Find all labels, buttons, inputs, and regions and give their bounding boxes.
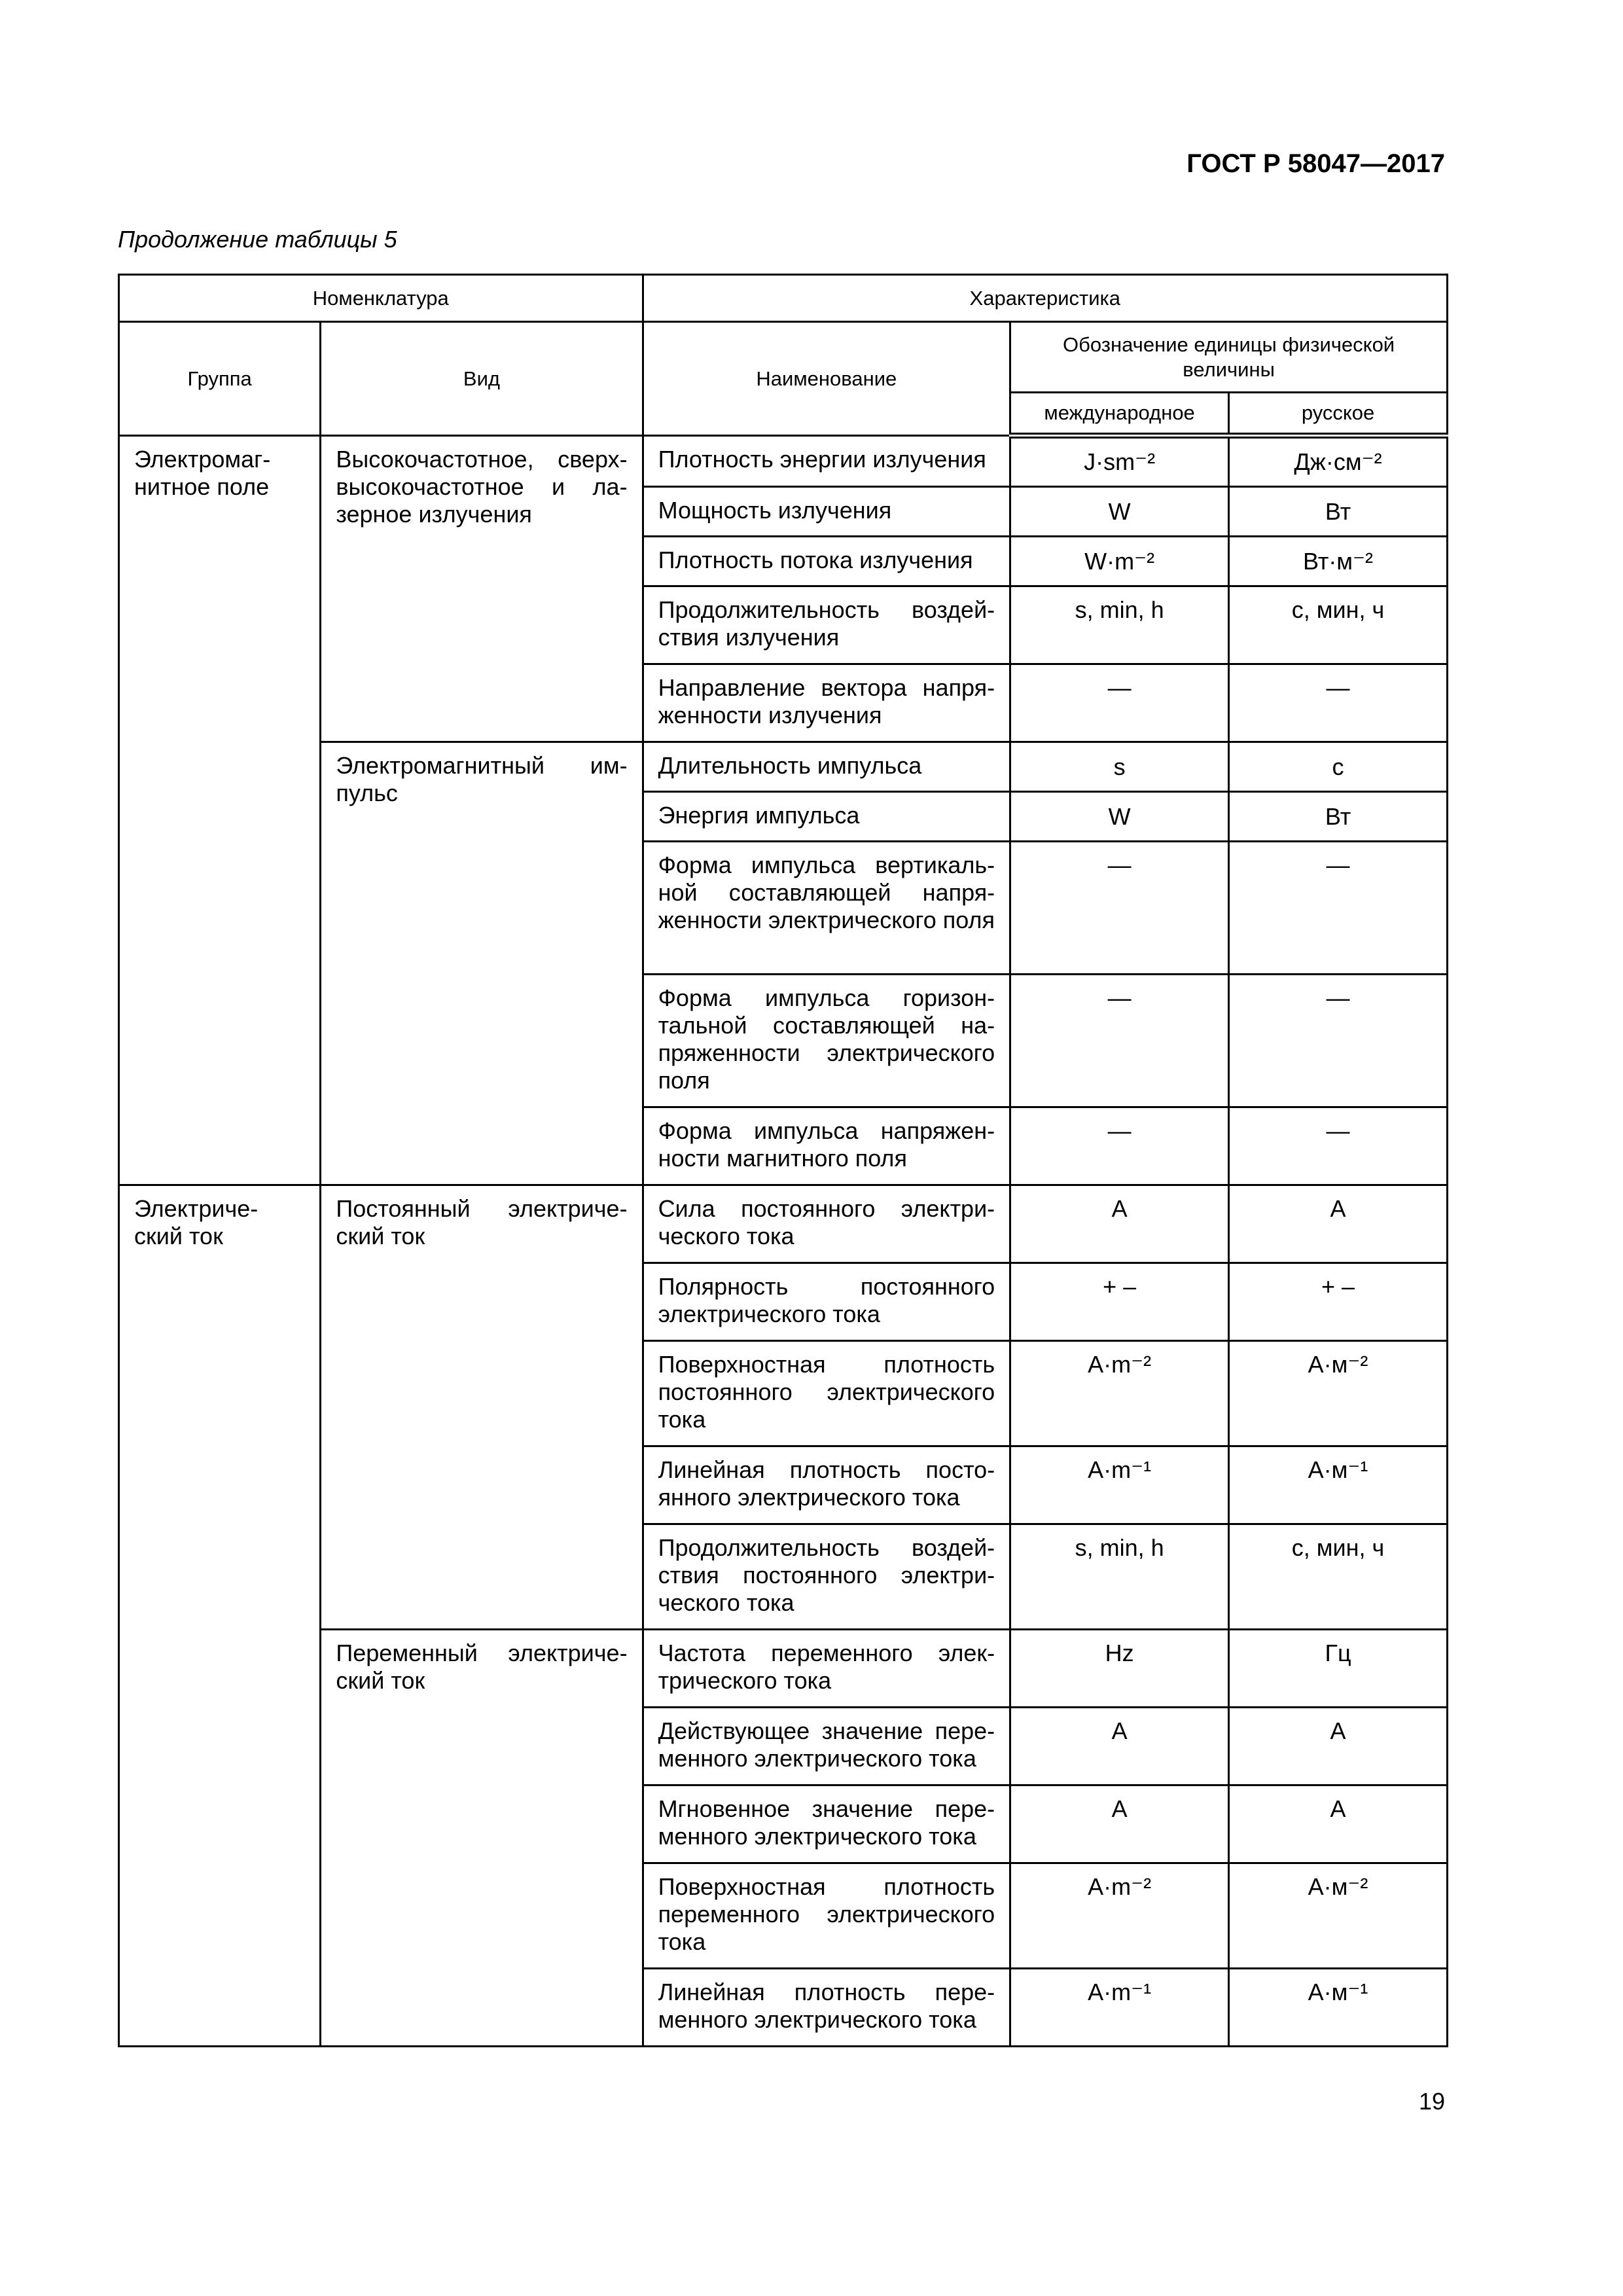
name-cell: Сила постоянного электри-ческого тока	[643, 1185, 1010, 1263]
intl-unit-cell: A	[1010, 1185, 1229, 1263]
intl-unit-cell: W	[1010, 487, 1229, 537]
rus-unit-cell: Гц	[1229, 1630, 1448, 1708]
name-cell: Мгновенное значение пере-менного электрического тока	[643, 1785, 1010, 1863]
rus-unit-cell: с, мин, ч	[1229, 1524, 1448, 1630]
name-cell: Энергия импульса	[643, 792, 1010, 842]
name-cell: Направление вектора напря-женности излучения	[643, 664, 1010, 742]
intl-unit-cell: —	[1010, 975, 1229, 1107]
type-cell: Постоянный электриче-ский ток	[321, 1185, 643, 1630]
type-cell: Переменный электриче-ский ток	[321, 1630, 643, 2047]
name-cell: Линейная плотность посто-янного электрического тока	[643, 1446, 1010, 1524]
name-cell: Форма импульса горизон-тальной составляющей на-пряженности электрического поля	[643, 975, 1010, 1107]
name-cell: Частота переменного элек-трического тока	[643, 1630, 1010, 1708]
intl-unit-cell: —	[1010, 664, 1229, 742]
rus-unit-cell: + –	[1229, 1263, 1448, 1341]
header-group: Группа	[119, 322, 321, 436]
type-cell: Электромагнитный им-пульс	[321, 742, 643, 1185]
rus-unit-cell: А·м⁻²	[1229, 1341, 1448, 1446]
header-international: международное	[1010, 393, 1229, 436]
name-cell: Продолжительность воздей-ствия постоянного электри-ческого тока	[643, 1524, 1010, 1630]
rus-unit-cell: Вт·м⁻²	[1229, 537, 1448, 586]
header-name: Наименование	[643, 322, 1010, 436]
name-cell: Действующее значение пере-менного электрического тока	[643, 1708, 1010, 1785]
intl-unit-cell: —	[1010, 1107, 1229, 1185]
name-cell: Полярность постоянного электрического тока	[643, 1263, 1010, 1341]
type-cell: Высокочастотное, сверх-высокочастотное и ла-зерное излучения	[321, 436, 643, 742]
intl-unit-cell: + –	[1010, 1263, 1229, 1341]
header-unit-designation: Обозначение единицы физической величины	[1010, 322, 1448, 393]
name-cell: Форма импульса напряжен-ности магнитного поля	[643, 1107, 1010, 1185]
rus-unit-cell: —	[1229, 975, 1448, 1107]
rus-unit-cell: с, мин, ч	[1229, 586, 1448, 664]
header-type: Вид	[321, 322, 643, 436]
rus-unit-cell: с	[1229, 742, 1448, 792]
intl-unit-cell: A	[1010, 1785, 1229, 1863]
rus-unit-cell: Вт	[1229, 487, 1448, 537]
rus-unit-cell: —	[1229, 664, 1448, 742]
intl-unit-cell: s	[1010, 742, 1229, 792]
rus-unit-cell: Вт	[1229, 792, 1448, 842]
name-cell: Мощность излучения	[643, 487, 1010, 537]
name-cell: Поверхностная плотность переменного электрического тока	[643, 1863, 1010, 1969]
intl-unit-cell: s, min, h	[1010, 1524, 1229, 1630]
header-characteristic: Характеристика	[643, 275, 1447, 322]
rus-unit-cell: А	[1229, 1185, 1448, 1263]
name-cell: Линейная плотность пере-менного электрического тока	[643, 1969, 1010, 2047]
header-russian: русское	[1229, 393, 1448, 436]
rus-unit-cell: —	[1229, 842, 1448, 975]
rus-unit-cell: Дж·см⁻²	[1229, 436, 1448, 487]
name-cell: Форма импульса вертикаль-ной составляющей напря-женности электрического поля	[643, 842, 1010, 975]
intl-unit-cell: A·m⁻¹	[1010, 1446, 1229, 1524]
name-cell: Поверхностная плотность постоянного электрического тока	[643, 1341, 1010, 1446]
rus-unit-cell: А	[1229, 1785, 1448, 1863]
name-cell: Продолжительность воздей-ствия излучения	[643, 586, 1010, 664]
intl-unit-cell: Hz	[1010, 1630, 1229, 1708]
rus-unit-cell: —	[1229, 1107, 1448, 1185]
rus-unit-cell: А	[1229, 1708, 1448, 1785]
classification-table	[118, 274, 1448, 2047]
page-number: 19	[1418, 2088, 1445, 2115]
intl-unit-cell: J·sm⁻²	[1010, 436, 1229, 487]
table-caption: Продолжение таблицы 5	[118, 226, 397, 253]
group-cell: Электромаг-нитное поле	[119, 436, 321, 1185]
name-cell: Плотность энергии излучения	[643, 436, 1010, 487]
intl-unit-cell: s, min, h	[1010, 586, 1229, 664]
rus-unit-cell: А·м⁻¹	[1229, 1446, 1448, 1524]
name-cell: Плотность потока излучения	[643, 537, 1010, 586]
group-cell: Электриче-ский ток	[119, 1185, 321, 2047]
intl-unit-cell: A·m⁻²	[1010, 1341, 1229, 1446]
intl-unit-cell: A	[1010, 1708, 1229, 1785]
intl-unit-cell: W	[1010, 792, 1229, 842]
standard-code: ГОСТ Р 58047—2017	[1186, 149, 1445, 178]
name-cell: Длительность импульса	[643, 742, 1010, 792]
header-nomenclature: Номенклатура	[119, 275, 643, 322]
intl-unit-cell: A·m⁻²	[1010, 1863, 1229, 1969]
intl-unit-cell: —	[1010, 842, 1229, 975]
intl-unit-cell: W·m⁻²	[1010, 537, 1229, 586]
intl-unit-cell: A·m⁻¹	[1010, 1969, 1229, 2047]
rus-unit-cell: А·м⁻²	[1229, 1863, 1448, 1969]
rus-unit-cell: А·м⁻¹	[1229, 1969, 1448, 2047]
